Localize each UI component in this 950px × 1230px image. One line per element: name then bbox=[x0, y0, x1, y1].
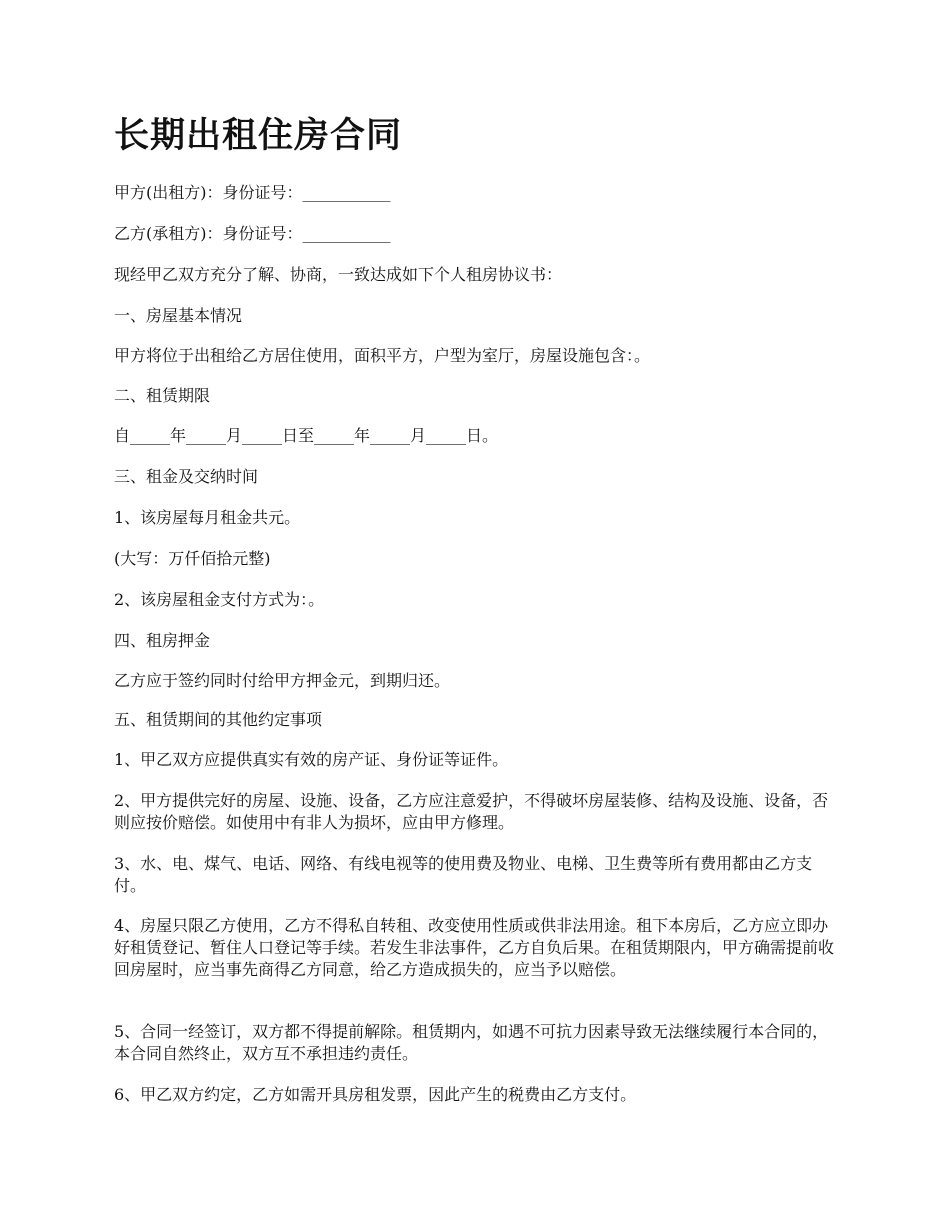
other-term-6: 6、甲乙双方约定，乙方如需开具房租发票，因此产生的税费由乙方支付。 bbox=[114, 1085, 637, 1104]
other-term-1: 1、甲乙双方应提供真实有效的房产证、身份证等证件。 bbox=[114, 750, 509, 769]
other-term-5: 5、合同一经签订，双方都不得提前解除。租赁期内，如遇不可抗力因素导致无法继续履行本合同的，本合同自然终止，双方互不承担违约责任。 bbox=[114, 1022, 829, 1063]
section-heading-rent: 三、租金及交纳时间 bbox=[114, 467, 259, 486]
rent-amount-uppercase: (大写：万仟佰拾元整) bbox=[114, 549, 271, 568]
rent-amount: 1、该房屋每月租金共元。 bbox=[114, 508, 301, 527]
agreement-intro: 现经甲乙双方充分了解、协商，一致达成如下个人租房协议书： bbox=[114, 265, 563, 284]
section-heading-property: 一、房屋基本情况 bbox=[114, 306, 243, 325]
document-title: 长期出租住房合同 bbox=[114, 115, 403, 156]
lease-term-dates: 自_____年_____月_____日至_____年_____月_____日。 bbox=[114, 426, 499, 445]
section-heading-lease-term: 二、租赁期限 bbox=[114, 386, 211, 405]
section-heading-other-terms: 五、租赁期间的其他约定事项 bbox=[114, 710, 323, 729]
other-term-3: 3、水、电、煤气、电话、网络、有线电视等的使用费及物业、电梯、卫生费等所有费用都由乙方支付。 bbox=[114, 854, 813, 895]
other-term-4: 4、房屋只限乙方使用，乙方不得私自转租、改变使用性质或供非法用途。租下本房后，乙方应立即办好租赁登记、暂住人口登记等手续。若发生非法事件，乙方自负后果。在租赁期限内，甲方确需提前收回房屋时，应当事先商得乙方同意，给乙方造成损失的，应当予以赔偿。 bbox=[114, 916, 835, 979]
party-a-line: 甲方(出租方)：身份证号：___________ bbox=[114, 183, 391, 202]
deposit-terms: 乙方应于签约同时付给甲方押金元，到期归还。 bbox=[114, 671, 451, 690]
rent-payment-method: 2、该房屋租金支付方式为：。 bbox=[114, 590, 325, 609]
other-term-2: 2、甲方提供完好的房屋、设施、设备，乙方应注意爱护，不得破坏房屋装修、结构及设施、设备，否则应按价赔偿。如使用中有非人为损坏，应由甲方修理。 bbox=[114, 791, 829, 832]
party-b-line: 乙方(承租方)：身份证号：___________ bbox=[114, 224, 391, 243]
property-details: 甲方将位于出租给乙方居住使用，面积平方，户型为室厅，房屋设施包含：。 bbox=[114, 346, 651, 365]
section-heading-deposit: 四、租房押金 bbox=[114, 631, 211, 650]
